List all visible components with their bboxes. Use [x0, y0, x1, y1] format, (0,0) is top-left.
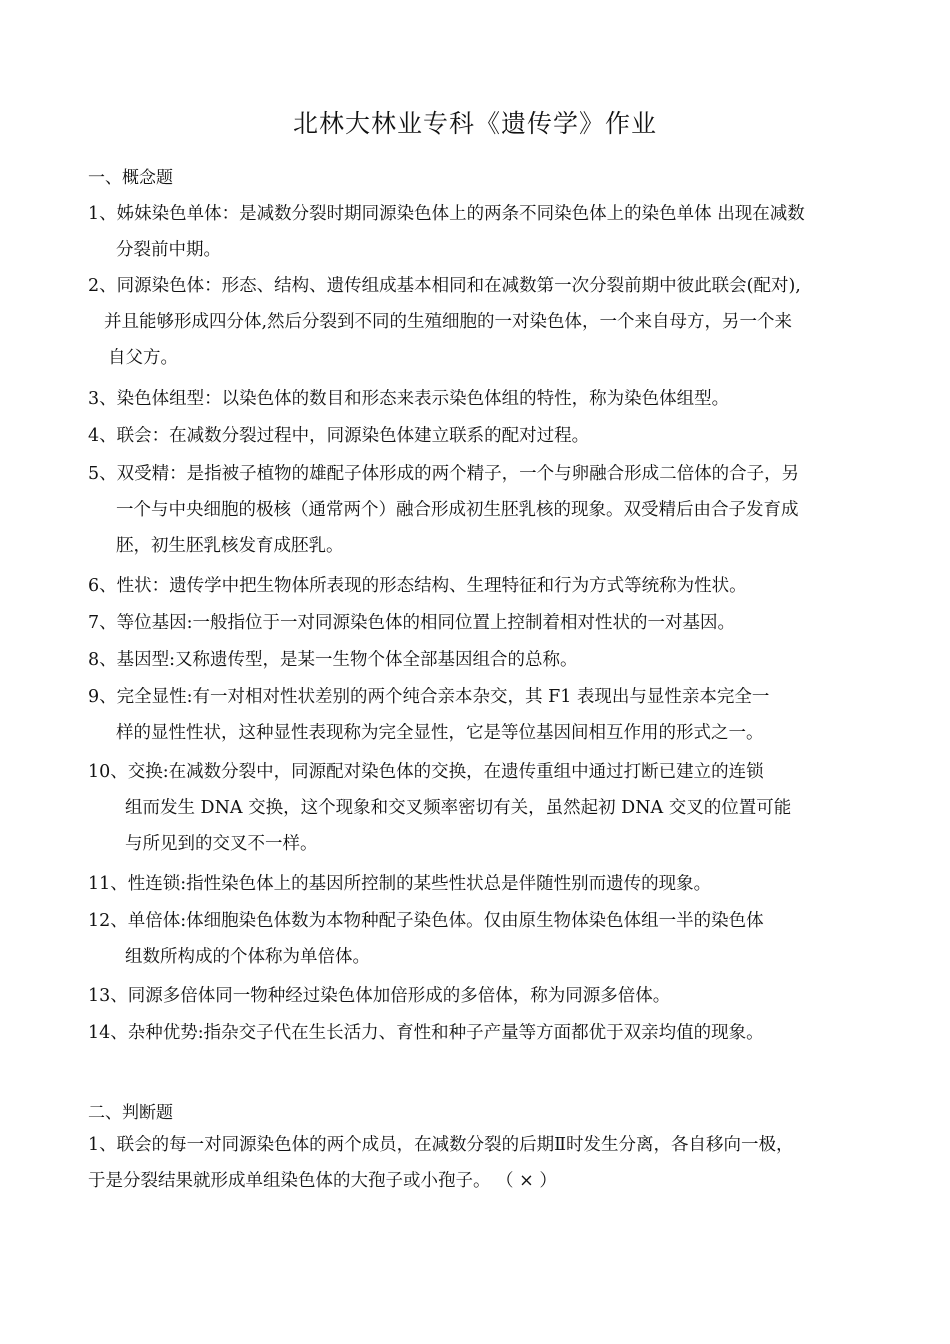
concept-item-5: 5、双受精：是指被子植物的雄配子体形成的两个精子，一个与卵融合形成二倍体的合子，另 一个与中央细胞的极核（通常两个）融合形成初生胚乳核的现象。双受精后由合子发育成 胚，初生胚乳核发育成胚乳。	[88, 464, 800, 556]
section-heading-concepts: 一、概念题	[88, 168, 173, 188]
concept-item-14: 14、杂种优势:指杂交子代在生长活力、育性和种子产量等方面都优于双亲均值的现象。	[88, 1023, 764, 1043]
document-title: 北林大林业专科《遗传学》作业	[292, 109, 657, 138]
concept-item-10: 10、交换:在减数分裂中，同源配对染色体的交换，在遗传重组中通过打断已建立的连锁 组而发生 DNA 交换，这个现象和交叉频率密切有关，虽然起初 DNA 交叉的位置可能 与所见到的交叉不一样。	[88, 762, 792, 854]
concept-item-7: 7、等位基因:一般指位于一对同源染色体的相同位置上控制着相对性状的一对基因。	[88, 613, 736, 633]
concept-item-9: 9、完全显性:有一对相对性状差别的两个纯合亲本杂交，其 F1 表现出与显性亲本完全一 样的显性性状，这种显性表现称为完全显性，它是等位基因间相互作用的形式之一。	[88, 687, 770, 743]
concept-item-6: 6、性状：遗传学中把生物体所表现的形态结构、生理特征和行为方式等统称为性状。	[88, 576, 747, 596]
concept-item-12: 12、单倍体:体细胞染色体数为本物种配子染色体。仅由原生物体染色体组一半的染色体 组数所构成的个体称为单倍体。	[88, 911, 764, 967]
concept-item-8: 8、基因型:又称遗传型，是某一生物个体全部基因组合的总称。	[88, 650, 578, 670]
concept-item-1: 1、姊妹染色单体：是减数分裂时期同源染色体上的两条不同染色体上的染色单体 出现在减数 分裂前中期。	[88, 204, 805, 260]
concept-item-3: 3、染色体组型：以染色体的数目和形态来表示染色体组的特性，称为染色体组型。	[88, 389, 730, 409]
concept-item-2: 2、同源染色体：形态、结构、遗传组成基本相同和在减数第一次分裂前期中彼此联会(配对), 并且能够形成四分体,然后分裂到不同的生殖细胞的一对染色体，一个来自母方，另一个来 自父方。	[88, 276, 801, 368]
concept-item-4: 4、联会：在减数分裂过程中，同源染色体建立联系的配对过程。	[88, 426, 590, 446]
judgement-item-1: 1、联会的每一对同源染色体的两个成员，在减数分裂的后期Ⅱ时发生分离，各自移向一极， 于是分裂结果就形成单组染色体的大孢子或小孢子。 （ × ）	[88, 1135, 794, 1191]
concept-item-13: 13、同源多倍体同一物种经过染色体加倍形成的多倍体，称为同源多倍体。	[88, 986, 671, 1006]
section-heading-judgement: 二、判断题	[88, 1103, 173, 1123]
concept-item-11: 11、性连锁:指性染色体上的基因所控制的某些性状总是伴随性别而遗传的现象。	[88, 874, 712, 894]
